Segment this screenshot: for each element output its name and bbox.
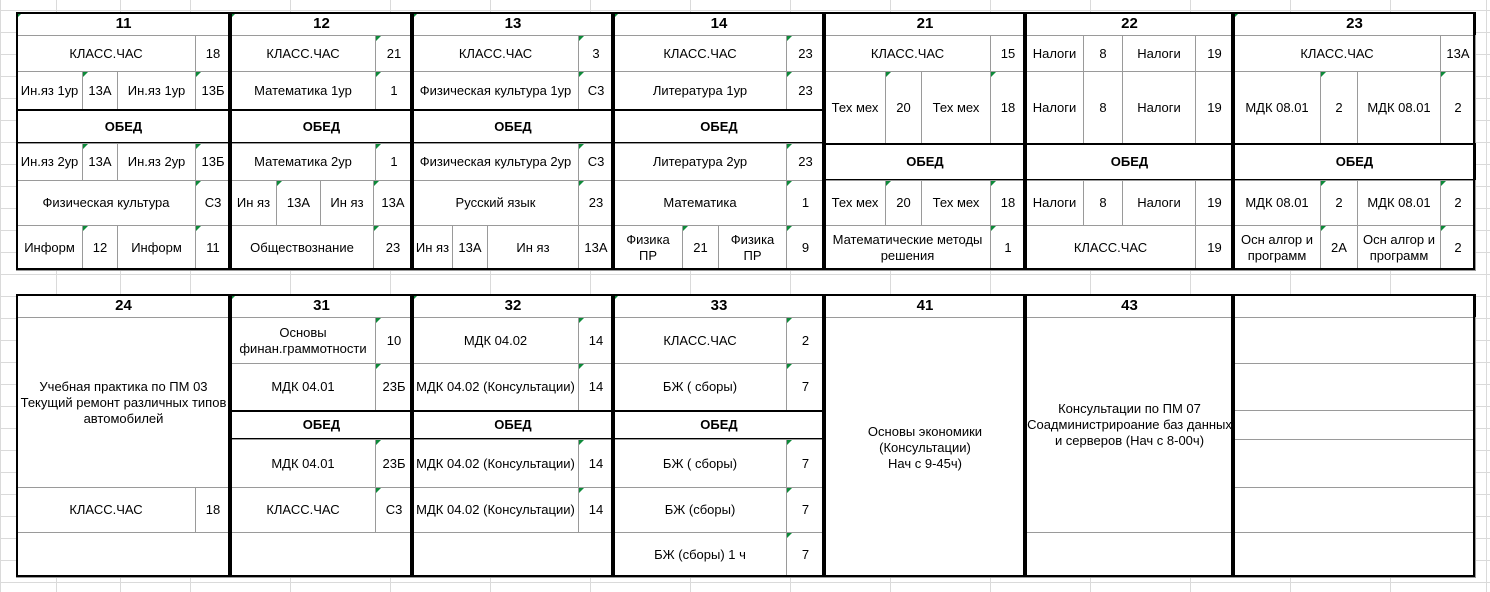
- lesson-cell[interactable]: МДК 04.02: [412, 317, 579, 364]
- room-number-cell[interactable]: 1: [375, 71, 413, 110]
- empty-cell[interactable]: [1233, 532, 1476, 578]
- lesson-cell[interactable]: МДК 08.01: [1233, 180, 1321, 226]
- room-number-cell[interactable]: 8: [1083, 71, 1123, 144]
- room-number-cell[interactable]: 23: [373, 225, 413, 271]
- merged-lesson-cell[interactable]: Консультации по ПМ 07 Соадминистрироание баз данных и серверов (Нач с 8-00ч): [1025, 317, 1234, 533]
- lesson-cell[interactable]: Математические методы решения: [824, 225, 991, 271]
- lesson-cell[interactable]: МДК 04.01: [230, 439, 376, 488]
- room-number-cell[interactable]: 23: [786, 35, 825, 72]
- room-number-cell[interactable]: 11: [195, 225, 231, 271]
- lunch-break-cell[interactable]: ОБЕД: [1025, 143, 1234, 181]
- lesson-cell[interactable]: КЛАСС.ЧАС: [613, 35, 787, 72]
- lesson-cell[interactable]: Математика 2ур: [230, 143, 376, 181]
- lesson-cell[interactable]: Информ: [16, 225, 83, 271]
- room-number-cell[interactable]: 13А: [1440, 35, 1476, 72]
- lesson-cell[interactable]: Физика ПР: [613, 225, 683, 271]
- room-number-cell[interactable]: С3: [195, 180, 231, 226]
- lesson-cell[interactable]: Ин.яз 2ур: [16, 143, 83, 181]
- room-number-cell[interactable]: 20: [885, 71, 922, 144]
- lesson-cell[interactable]: Русский язык: [412, 180, 579, 226]
- room-number-cell[interactable]: 23: [786, 143, 825, 181]
- lesson-cell[interactable]: Ин яз: [412, 225, 453, 271]
- room-header[interactable]: 23: [1233, 12, 1476, 36]
- lesson-cell[interactable]: Тех мех: [921, 180, 991, 226]
- gridline: [0, 274, 1490, 275]
- lesson-cell[interactable]: МДК 08.01: [1233, 71, 1321, 144]
- lesson-cell[interactable]: Литература 2ур: [613, 143, 787, 181]
- room-header[interactable]: 24: [16, 294, 231, 318]
- lunch-break-cell[interactable]: ОБЕД: [613, 410, 825, 440]
- lesson-cell[interactable]: Тех мех: [921, 71, 991, 144]
- lesson-cell[interactable]: КЛАСС.ЧАС: [412, 35, 579, 72]
- room-number-cell[interactable]: 13А: [373, 180, 413, 226]
- room-header[interactable]: [1233, 294, 1476, 318]
- gridline: [1486, 0, 1487, 592]
- room-number-cell[interactable]: 15: [990, 35, 1026, 72]
- room-number-cell[interactable]: 1: [375, 143, 413, 181]
- lesson-cell[interactable]: Налоги: [1025, 35, 1084, 72]
- room-number-cell[interactable]: 18: [990, 71, 1026, 144]
- lunch-break-cell[interactable]: ОБЕД: [412, 109, 614, 144]
- room-number-cell[interactable]: 2: [1440, 180, 1476, 226]
- lesson-cell[interactable]: КЛАСС.ЧАС: [16, 487, 196, 533]
- merged-lesson-cell[interactable]: Основы экономики (Консультации) Нач с 9-45ч): [824, 317, 1026, 578]
- merged-lesson-cell[interactable]: Учебная практика по ПМ 03 Текущий ремонт различных типов автомобилей: [16, 317, 231, 488]
- room-number-cell[interactable]: 9: [786, 225, 825, 271]
- lesson-cell[interactable]: Налоги: [1122, 35, 1196, 72]
- lesson-cell[interactable]: МДК 04.02 (Консультации): [412, 487, 579, 533]
- room-number-cell[interactable]: С3: [578, 71, 614, 110]
- room-header[interactable]: 21: [824, 12, 1026, 36]
- lesson-cell[interactable]: Математика: [613, 180, 787, 226]
- room-header[interactable]: 41: [824, 294, 1026, 318]
- room-header[interactable]: 22: [1025, 12, 1234, 36]
- room-number-cell[interactable]: 14: [578, 439, 614, 488]
- room-number-cell[interactable]: 18: [195, 487, 231, 533]
- lesson-cell[interactable]: Налоги: [1122, 180, 1196, 226]
- room-number-cell[interactable]: 7: [786, 439, 825, 488]
- room-number-cell[interactable]: 19: [1195, 225, 1234, 271]
- room-number-cell[interactable]: 21: [682, 225, 719, 271]
- lesson-cell[interactable]: Обществознание: [230, 225, 374, 271]
- room-number-cell[interactable]: С3: [578, 143, 614, 181]
- room-number-cell[interactable]: 18: [990, 180, 1026, 226]
- room-number-cell[interactable]: 23: [786, 71, 825, 110]
- lesson-cell[interactable]: Ин.яз 1ур: [117, 71, 196, 110]
- room-number-cell[interactable]: 14: [578, 363, 614, 411]
- room-header[interactable]: 43: [1025, 294, 1234, 318]
- lunch-break-cell[interactable]: ОБЕД: [824, 143, 1026, 181]
- lesson-cell[interactable]: МДК 04.02 (Консультации): [412, 363, 579, 411]
- room-number-cell[interactable]: 7: [786, 532, 825, 578]
- room-number-cell[interactable]: 20: [885, 180, 922, 226]
- room-header[interactable]: 33: [613, 294, 825, 318]
- lesson-cell[interactable]: Осн алгор и программ: [1357, 225, 1441, 271]
- room-number-cell[interactable]: 19: [1195, 180, 1234, 226]
- lunch-break-cell[interactable]: ОБЕД: [1233, 143, 1476, 181]
- room-number-cell[interactable]: 18: [195, 35, 231, 72]
- room-number-cell[interactable]: 13А: [276, 180, 321, 226]
- lesson-cell[interactable]: МДК 08.01: [1357, 180, 1441, 226]
- lesson-cell[interactable]: Физическая культура 2ур: [412, 143, 579, 181]
- lesson-cell[interactable]: Тех мех: [824, 71, 886, 144]
- room-number-cell[interactable]: 2: [1320, 71, 1358, 144]
- empty-cell[interactable]: [1233, 317, 1476, 364]
- empty-cell[interactable]: [1233, 410, 1476, 440]
- room-number-cell[interactable]: 8: [1083, 35, 1123, 72]
- room-number-cell[interactable]: 7: [786, 487, 825, 533]
- room-number-cell[interactable]: 12: [82, 225, 118, 271]
- lesson-cell[interactable]: КЛАСС.ЧАС: [16, 35, 196, 72]
- room-number-cell[interactable]: 7: [786, 363, 825, 411]
- room-number-cell[interactable]: 19: [1195, 71, 1234, 144]
- room-header[interactable]: 31: [230, 294, 413, 318]
- room-number-cell[interactable]: 13А: [452, 225, 488, 271]
- room-number-cell[interactable]: 13А: [82, 143, 118, 181]
- lunch-break-cell[interactable]: ОБЕД: [412, 410, 614, 440]
- room-number-cell[interactable]: 23: [578, 180, 614, 226]
- lunch-break-cell[interactable]: ОБЕД: [613, 109, 825, 144]
- lesson-cell[interactable]: Ин.яз 2ур: [117, 143, 196, 181]
- room-number-cell[interactable]: 13А: [82, 71, 118, 110]
- lesson-cell[interactable]: Физическая культура: [16, 180, 196, 226]
- room-number-cell[interactable]: 13Б: [195, 143, 231, 181]
- room-number-cell[interactable]: 2: [1320, 180, 1358, 226]
- empty-cell[interactable]: [1025, 532, 1234, 578]
- room-number-cell[interactable]: С3: [375, 487, 413, 533]
- lesson-cell[interactable]: Информ: [117, 225, 196, 271]
- lesson-cell[interactable]: БЖ ( сборы): [613, 439, 787, 488]
- empty-cell[interactable]: [230, 532, 413, 578]
- lunch-break-cell[interactable]: ОБЕД: [16, 109, 231, 144]
- lesson-cell[interactable]: КЛАСС.ЧАС: [1025, 225, 1196, 271]
- lesson-cell[interactable]: Налоги: [1025, 71, 1084, 144]
- gridline: [0, 582, 1490, 583]
- lesson-cell[interactable]: БЖ (сборы): [613, 487, 787, 533]
- lesson-cell[interactable]: МДК 04.02 (Консультации): [412, 439, 579, 488]
- lesson-cell[interactable]: Математика 1ур: [230, 71, 376, 110]
- room-header[interactable]: 14: [613, 12, 825, 36]
- lesson-cell[interactable]: КЛАСС.ЧАС: [230, 487, 376, 533]
- lesson-cell[interactable]: БЖ ( сборы): [613, 363, 787, 411]
- lesson-cell[interactable]: Осн алгор и программ: [1233, 225, 1321, 271]
- room-header[interactable]: 11: [16, 12, 231, 36]
- room-header[interactable]: 13: [412, 12, 614, 36]
- lesson-cell[interactable]: Налоги: [1025, 180, 1084, 226]
- empty-cell[interactable]: [1233, 439, 1476, 488]
- room-number-cell[interactable]: 2: [1440, 71, 1476, 144]
- room-number-cell[interactable]: 3: [578, 35, 614, 72]
- room-number-cell[interactable]: 14: [578, 487, 614, 533]
- room-number-cell[interactable]: 2: [786, 317, 825, 364]
- lesson-cell[interactable]: КЛАСС.ЧАС: [613, 317, 787, 364]
- room-number-cell[interactable]: 14: [578, 317, 614, 364]
- gridline: [0, 0, 1, 592]
- lesson-cell[interactable]: КЛАСС.ЧАС: [1233, 35, 1441, 72]
- room-number-cell[interactable]: 10: [375, 317, 413, 364]
- lesson-cell[interactable]: Ин.яз 1ур: [16, 71, 83, 110]
- lesson-cell[interactable]: Ин яз: [230, 180, 277, 226]
- lesson-cell[interactable]: КЛАСС.ЧАС: [230, 35, 376, 72]
- lunch-break-cell[interactable]: ОБЕД: [230, 109, 413, 144]
- lesson-cell[interactable]: Ин яз: [487, 225, 579, 271]
- lesson-cell[interactable]: Тех мех: [824, 180, 886, 226]
- room-number-cell[interactable]: 2: [1440, 225, 1476, 271]
- room-number-cell[interactable]: 13Б: [195, 71, 231, 110]
- room-number-cell[interactable]: 21: [375, 35, 413, 72]
- lesson-cell[interactable]: Физика ПР: [718, 225, 787, 271]
- room-number-cell[interactable]: 13А: [578, 225, 614, 271]
- lesson-cell[interactable]: КЛАСС.ЧАС: [824, 35, 991, 72]
- empty-cell[interactable]: [1233, 487, 1476, 533]
- room-number-cell[interactable]: 23Б: [375, 363, 413, 411]
- empty-cell[interactable]: [412, 532, 614, 578]
- lesson-cell[interactable]: Литература 1ур: [613, 71, 787, 110]
- room-number-cell[interactable]: 23Б: [375, 439, 413, 488]
- room-header[interactable]: 32: [412, 294, 614, 318]
- lesson-cell[interactable]: Физическая культура 1ур: [412, 71, 579, 110]
- lesson-cell[interactable]: БЖ (сборы) 1 ч: [613, 532, 787, 578]
- empty-cell[interactable]: [1233, 363, 1476, 411]
- empty-cell[interactable]: [16, 532, 231, 578]
- lesson-cell[interactable]: МДК 08.01: [1357, 71, 1441, 144]
- room-number-cell[interactable]: 8: [1083, 180, 1123, 226]
- gridline: [0, 10, 1490, 11]
- room-number-cell[interactable]: 1: [990, 225, 1026, 271]
- lunch-break-cell[interactable]: ОБЕД: [230, 410, 413, 440]
- lesson-cell[interactable]: МДК 04.01: [230, 363, 376, 411]
- lesson-cell[interactable]: Ин яз: [320, 180, 374, 226]
- room-number-cell[interactable]: 2А: [1320, 225, 1358, 271]
- lesson-cell[interactable]: Налоги: [1122, 71, 1196, 144]
- lesson-cell[interactable]: Основы финан.граммотности: [230, 317, 376, 364]
- room-number-cell[interactable]: 19: [1195, 35, 1234, 72]
- room-number-cell[interactable]: 1: [786, 180, 825, 226]
- room-header[interactable]: 12: [230, 12, 413, 36]
